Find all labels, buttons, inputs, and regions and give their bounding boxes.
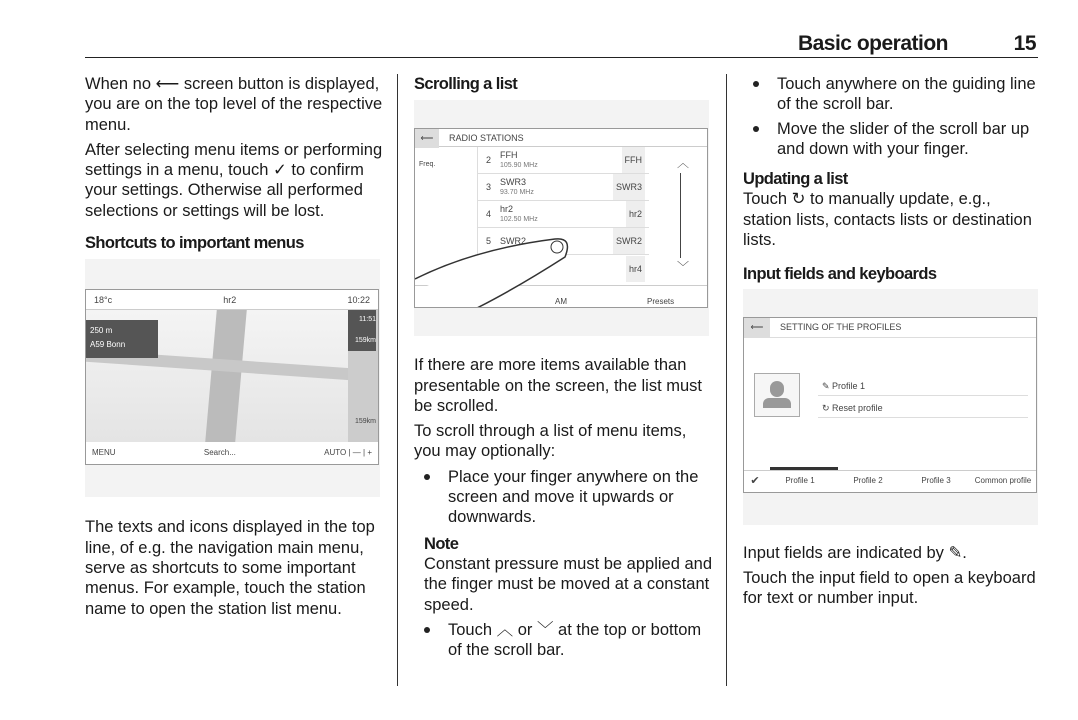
menu-button: MENU	[92, 448, 116, 458]
screen-title: SETTING OF THE PROFILES	[780, 322, 902, 333]
heading: Scrolling a list	[414, 75, 518, 93]
column-2	[414, 74, 712, 664]
reset-profile-button: ↻ Reset profile	[818, 398, 1028, 418]
profile-avatar-icon	[754, 373, 800, 417]
eta: 11:51	[359, 316, 376, 324]
tab-common-profile: Common profile	[974, 476, 1032, 486]
screen-title: RADIO STATIONS	[449, 132, 524, 143]
reset-icon: ↻	[822, 402, 833, 413]
paragraph: To scroll through a list of menu items, you may optionally:	[414, 422, 687, 461]
sort-freq: Freq.	[419, 161, 436, 169]
scroll-bar	[680, 173, 682, 258]
presets-button: Presets	[647, 297, 675, 307]
clock: 10:22	[347, 294, 370, 305]
bullet-item: Touch ︿ or ﹀ at the top or bottom of the scroll bar.	[414, 620, 712, 661]
navigation-screenshot: 18°c hr2 10:22 250 m A59 Bonn 11:51 159km 159km MENU Search... AUTO | — | +	[85, 259, 380, 497]
remaining-distance: 159km	[354, 336, 376, 344]
search-field: Search...	[203, 448, 236, 458]
scroll-down-icon: ﹀	[676, 260, 689, 275]
note-text: Constant pressure must be applied and the finger must be moved at a constant speed.	[424, 554, 713, 614]
zoom-out-button: —	[352, 448, 361, 458]
road-name: A59 Bonn	[90, 340, 126, 350]
column-divider	[397, 74, 398, 686]
profiles-screenshot	[743, 289, 1038, 525]
tab-profile-2: Profile 2	[853, 476, 883, 486]
column-3	[743, 74, 1041, 614]
paragraph: Input fields are indicated by ✎.	[743, 543, 967, 562]
edit-pencil-icon: ✎	[822, 380, 833, 391]
paragraph: If there are more items available than presentable on the screen, the list must be scrolled.	[414, 356, 702, 415]
map	[86, 310, 378, 442]
temperature: 18°c	[94, 294, 113, 305]
finger-illustration	[415, 209, 575, 308]
heading: Updating a list	[743, 170, 848, 189]
paragraph: Touch the input field to open a keyboard for text or number input.	[743, 568, 1036, 608]
paragraph: The texts and icons displayed in the top line, of e.g. the navigation main menu, serve as shortcuts to some important menus. For example, touch the station name to open the station list menu.	[85, 518, 375, 618]
distance-marker: 159km	[354, 418, 376, 426]
paragraph: When no ⟵ screen button is displayed, you are on the top level of the respective menu.	[85, 75, 383, 134]
station-row: 2 FFH 105.90 MHz FFH	[478, 147, 649, 174]
station-row: 3 SWR3 93.70 MHz SWR3	[478, 174, 649, 201]
column-divider	[726, 74, 727, 686]
tab-profile-3: Profile 3	[921, 476, 951, 486]
tab-profile-1: Profile 1	[785, 476, 815, 486]
column-1	[85, 74, 383, 624]
bullet-item: Touch anywhere on the guiding line of the scroll bar.	[743, 74, 1041, 115]
radio-stations-screenshot	[414, 100, 709, 336]
paragraph: After selecting menu items or performing settings in a menu, touch ✓ to confirm your settings. Otherwise all performed selections or settings will be lost.	[85, 140, 383, 220]
station-row: hr4	[478, 255, 649, 282]
page-header	[85, 30, 1038, 58]
section-title: Basic operation	[797, 32, 948, 55]
auto-button: AUTO	[324, 448, 347, 458]
back-arrow-icon: ⟵	[415, 128, 439, 148]
paragraph: Touch ↻ to manually update, e.g., station lists, contacts lists or destination lists.	[743, 190, 1032, 250]
turn-distance: 250 m	[90, 326, 113, 336]
heading: Shortcuts to important menus	[85, 234, 304, 253]
bullet-item: Place your finger anywhere on the screen and move it upwards or downwards.	[414, 467, 712, 528]
scroll-up-icon: ︿	[676, 156, 689, 171]
profile-name-input: ✎ Profile 1	[818, 376, 1028, 396]
confirm-check-icon: ✔	[750, 475, 760, 488]
note-heading: Note	[424, 534, 459, 553]
heading: Input fields and keyboards	[743, 265, 937, 284]
zoom-in-button: +	[367, 448, 372, 458]
station-row: 4 hr2 102.50 MHz hr2	[478, 201, 649, 228]
am-button: AM	[555, 297, 567, 307]
bullet-item: Move the slider of the scroll bar up and down with your finger.	[743, 119, 1041, 160]
station-shortcut: hr2	[223, 294, 237, 305]
station-row: 5 SWR2 SWR2	[478, 228, 649, 255]
back-arrow-icon: ⟵	[744, 317, 770, 337]
page-number: 15	[1013, 32, 1036, 55]
